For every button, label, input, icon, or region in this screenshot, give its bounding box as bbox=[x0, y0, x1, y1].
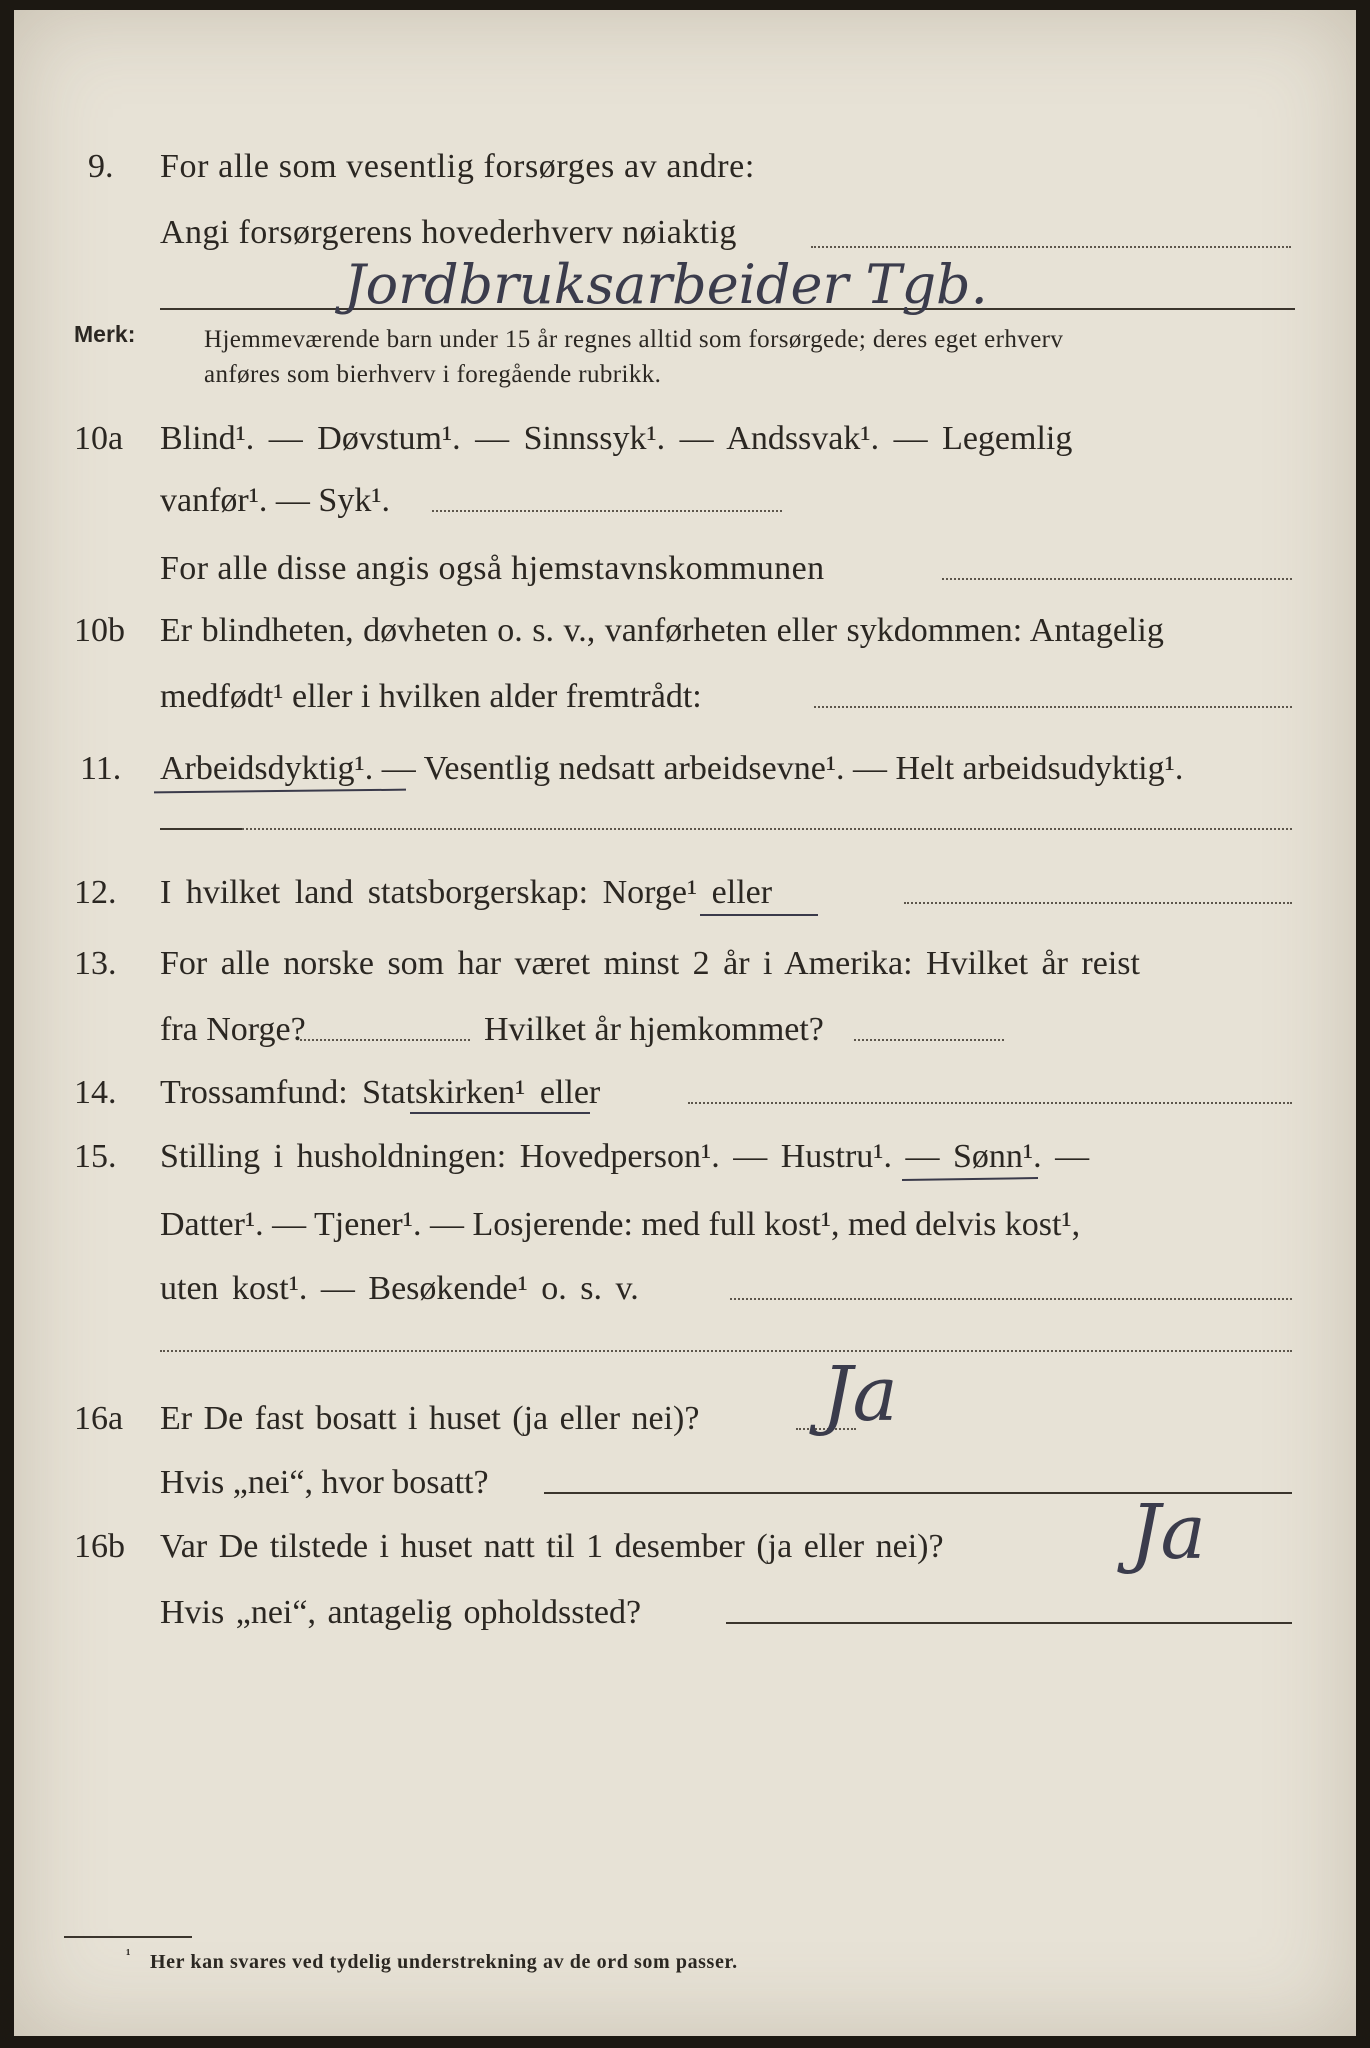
question-14-fill-line bbox=[688, 1102, 1292, 1104]
question-14-handwritten-underline bbox=[410, 1112, 590, 1114]
question-15-line-2: Datter¹. — Tjener¹. — Losjerende: med full kost¹, med delvis kost¹, bbox=[160, 1206, 1081, 1243]
question-16a-line-1: Er De fast bosatt i huset (ja eller nei)? bbox=[160, 1400, 700, 1437]
question-13-fill-line-2 bbox=[854, 1039, 1004, 1041]
question-10a-fill-line-1 bbox=[432, 510, 782, 512]
note-label: Merk: bbox=[74, 321, 136, 347]
question-10a-line-2: vanfør¹. — Syk¹. bbox=[160, 482, 391, 519]
question-14-line-1: Trossamfund: Statskirken¹ eller bbox=[160, 1074, 601, 1111]
question-10b-fill-line bbox=[814, 706, 1292, 708]
question-15-fill-line-2 bbox=[160, 1350, 1292, 1352]
question-13-line-2b: Hvilket år hjemkommet? bbox=[484, 1011, 824, 1048]
question-13-fill-line-1 bbox=[300, 1039, 470, 1041]
question-10a-line-3: For alle disse angis også hjemstavnskommunen bbox=[160, 550, 825, 587]
question-15-number: 15. bbox=[74, 1138, 117, 1175]
question-16b-line-1: Var De tilstede i huset natt til 1 desember (ja eller nei)? bbox=[160, 1528, 944, 1565]
question-9-prompt: Angi forsørgerens hovederhverv nøiaktig bbox=[160, 214, 737, 251]
question-11-short-rule bbox=[160, 828, 242, 830]
question-11-number: 11. bbox=[80, 750, 122, 787]
question-15-line-3: uten kost¹. — Besøkende¹ o. s. v. bbox=[160, 1270, 639, 1307]
question-10a-line-1: Blind¹. — Døvstum¹. — Sinnssyk¹. — Andssvak¹. — Legemlig bbox=[160, 420, 1073, 457]
footnote-text: Her kan svares ved tydelig understrekning av de ord som passer. bbox=[150, 1951, 738, 1973]
question-12-fill-line bbox=[904, 902, 1292, 904]
question-9-fill-line bbox=[811, 246, 1291, 248]
question-10b-number: 10b bbox=[74, 612, 125, 649]
question-12-handwritten-underline bbox=[700, 914, 818, 916]
question-11-line-1: Arbeidsdyktig¹. — Vesentlig nedsatt arbeidsevne¹. — Helt arbeidsudyktig¹. bbox=[160, 750, 1184, 787]
question-10a-fill-line-2 bbox=[942, 578, 1292, 580]
footnote-rule bbox=[64, 1936, 192, 1938]
question-9-number: 9. bbox=[88, 148, 114, 185]
question-10b-line-2: medfødt¹ eller i hvilken alder fremtrådt: bbox=[160, 678, 702, 715]
question-11-handwritten-underline bbox=[154, 789, 406, 794]
question-10b-line-1: Er blindheten, døvheten o. s. v., vanførheten eller sykdommen: Antagelig bbox=[160, 612, 1164, 649]
question-12-number: 12. bbox=[74, 874, 117, 911]
question-9-handwritten-answer: Jordbruksarbeider Tgb. bbox=[344, 253, 988, 316]
footnote-mark: ¹ bbox=[126, 1947, 131, 1963]
question-15-fill-line-1 bbox=[730, 1298, 1292, 1300]
question-14-number: 14. bbox=[74, 1074, 117, 1111]
census-form-page bbox=[14, 10, 1356, 2036]
question-16a-number: 16a bbox=[74, 1400, 124, 1437]
question-15-handwritten-underline bbox=[902, 1177, 1038, 1181]
question-16b-line-2: Hvis „nei“, antagelig opholdssted? bbox=[160, 1594, 642, 1631]
question-16a-line-2: Hvis „nei“, hvor bosatt? bbox=[160, 1464, 489, 1501]
question-16a-handwritten-answer: Ja bbox=[822, 1349, 898, 1438]
question-16b-fill-line bbox=[726, 1622, 1292, 1624]
question-13-number: 13. bbox=[74, 945, 117, 982]
note-text-line-1: Hjemmeværende barn under 15 år regnes alltid som forsørgede; deres eget erhverv bbox=[204, 326, 1064, 353]
question-13-line-1: For alle norske som har været minst 2 år i Amerika: Hvilket år reist bbox=[160, 945, 1140, 982]
question-11-fill-line bbox=[242, 828, 1292, 830]
question-15-line-1: Stilling i husholdningen: Hovedperson¹. — Hustru¹. — Sønn¹. — bbox=[160, 1138, 1090, 1175]
note-text-line-2: anføres som bierhverv i foregående rubrikk. bbox=[204, 361, 662, 388]
question-12-line-1: I hvilket land statsborgerskap: Norge¹ eller bbox=[160, 874, 773, 911]
question-10a-number: 10a bbox=[74, 420, 124, 457]
question-13-line-2a: fra Norge? bbox=[160, 1011, 306, 1048]
question-9-text: For alle som vesentlig forsørges av andre: bbox=[160, 148, 755, 185]
question-16b-handwritten-answer: Ja bbox=[1130, 1487, 1206, 1576]
question-16b-number: 16b bbox=[74, 1528, 125, 1565]
